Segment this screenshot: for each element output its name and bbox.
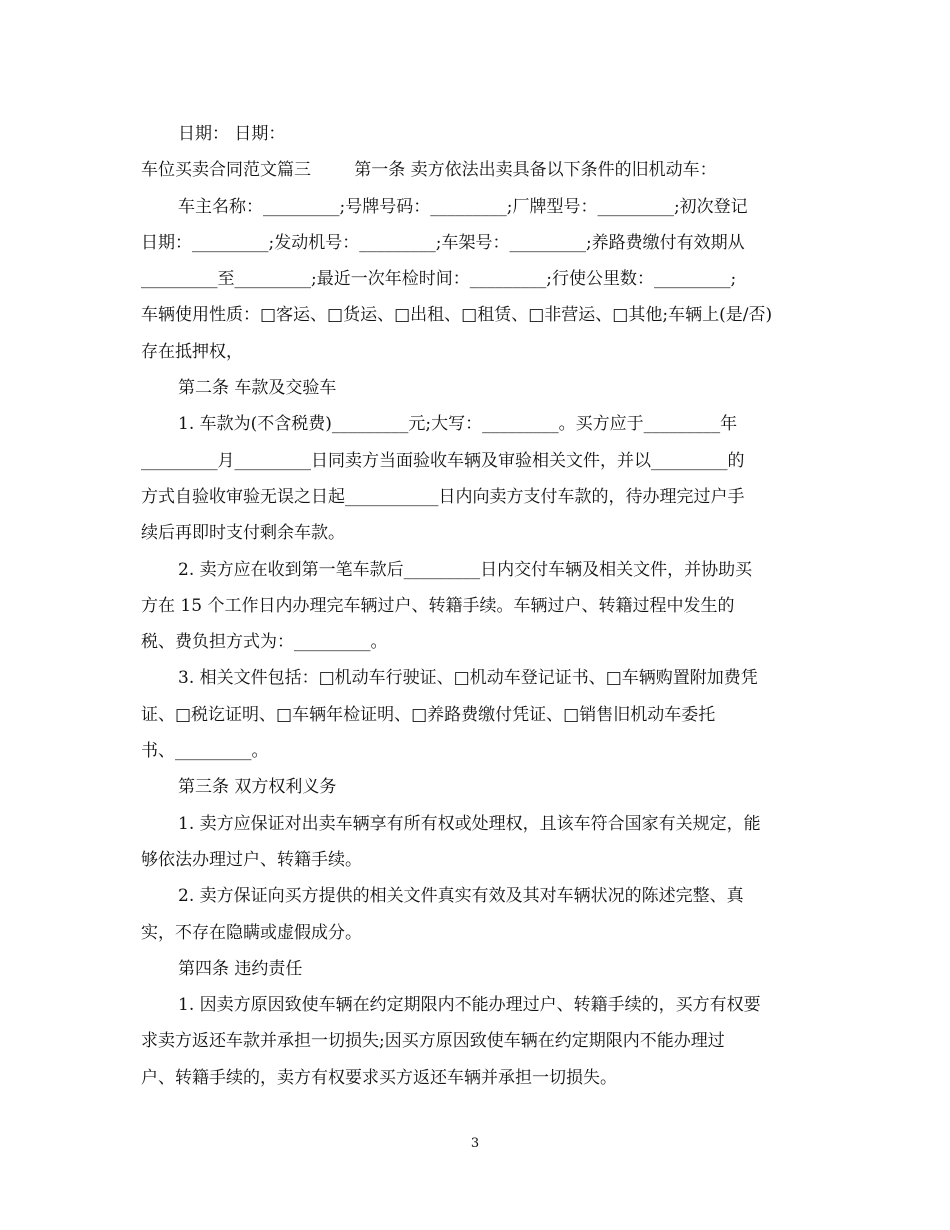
- paragraph-continuation-line: 方在 15 个工作日内办理完车辆过户、转籍手续。车辆过户、转籍过程中发生的: [141, 595, 735, 616]
- paragraph-continuation-line: 书、_________。: [141, 741, 269, 762]
- paragraph-continuation-line: _________月_________日同卖方当面验收车辆及审验相关文件，并以_________的: [141, 450, 745, 471]
- paragraph-continuation-line: 求卖方返还车款并承担一切损失;因买方原因致使车辆在约定期限内不能办理过: [141, 1031, 725, 1052]
- paragraph-line: 1. 车款为(不含税费)_________元;大写：_________。买方应于_________年: [178, 414, 738, 435]
- paragraph-line: 2. 卖方应在收到第一笔车款后_________日内交付车辆及相关文件，并协助买: [178, 559, 753, 580]
- document-body: [141, 116, 811, 1096]
- paragraph-continuation-line: 存在抵押权，: [141, 341, 243, 362]
- paragraph-line: 1. 卖方应保证对出卖车辆享有所有权或处理权，且该车符合国家有关规定，能: [178, 813, 761, 834]
- paragraph-continuation-line: 够依法办理过户、转籍手续。: [141, 849, 362, 870]
- paragraph-continuation-line: 实，不存在隐瞒或虚假成分。: [141, 922, 362, 943]
- paragraph-line: 1. 因卖方原因致使车辆在约定期限内不能办理过户、转籍手续的，买方有权要: [178, 995, 761, 1016]
- paragraph-line: 日期： 日期：: [178, 124, 286, 144]
- paragraph-continuation-line: 日期：_________;发动机号：_________;车架号：_________;养路费缴付有效期从: [141, 232, 745, 253]
- paragraph-continuation-line: 税、费负担方式为：_________。: [141, 632, 388, 653]
- paragraph-continuation-line: 户、转籍手续的，卖方有权要求买方返还车辆并承担一切损失。: [141, 1067, 617, 1088]
- paragraph-line: 车主名称：_________;号牌号码：_________;厂牌型号：_________;初次登记: [178, 196, 748, 217]
- paragraph-continuation-line: 方式自验收审验无误之日起___________日内向卖方支付车款的，待办理完过户手: [141, 486, 745, 507]
- paragraph-line: 3. 相关文件包括：□机动车行驶证、□机动车登记证书、□车辆购置附加费凭: [178, 668, 758, 689]
- paragraph-line: 第二条 车款及交验车: [178, 378, 337, 399]
- paragraph-line: 第三条 双方权利义务: [178, 777, 337, 798]
- paragraph-continuation-line: 续后再即时支付剩余车款。: [141, 523, 345, 544]
- paragraph-line: 第四条 违约责任: [178, 958, 303, 979]
- paragraph-line: 2. 卖方保证向买方提供的相关文件真实有效及其对车辆状况的陈述完整、真: [178, 886, 744, 907]
- page-number: 3: [470, 1136, 480, 1151]
- paragraph-continuation-line: 证、□税讫证明、□车辆年检证明、□养路费缴付凭证、□销售旧机动车委托: [141, 704, 716, 725]
- paragraph-continuation-line: 车辆使用性质：□客运、□货运、□出租、□租赁、□非营运、□其他;车辆上(是/否): [141, 305, 773, 326]
- paragraph-line: 车位买卖合同范文篇三 第一条 卖方依法出卖具备以下条件的旧机动车：: [141, 160, 717, 181]
- paragraph-continuation-line: _________至_________;最近一次年检时间：_________;行使公里数：_________;: [141, 269, 737, 290]
